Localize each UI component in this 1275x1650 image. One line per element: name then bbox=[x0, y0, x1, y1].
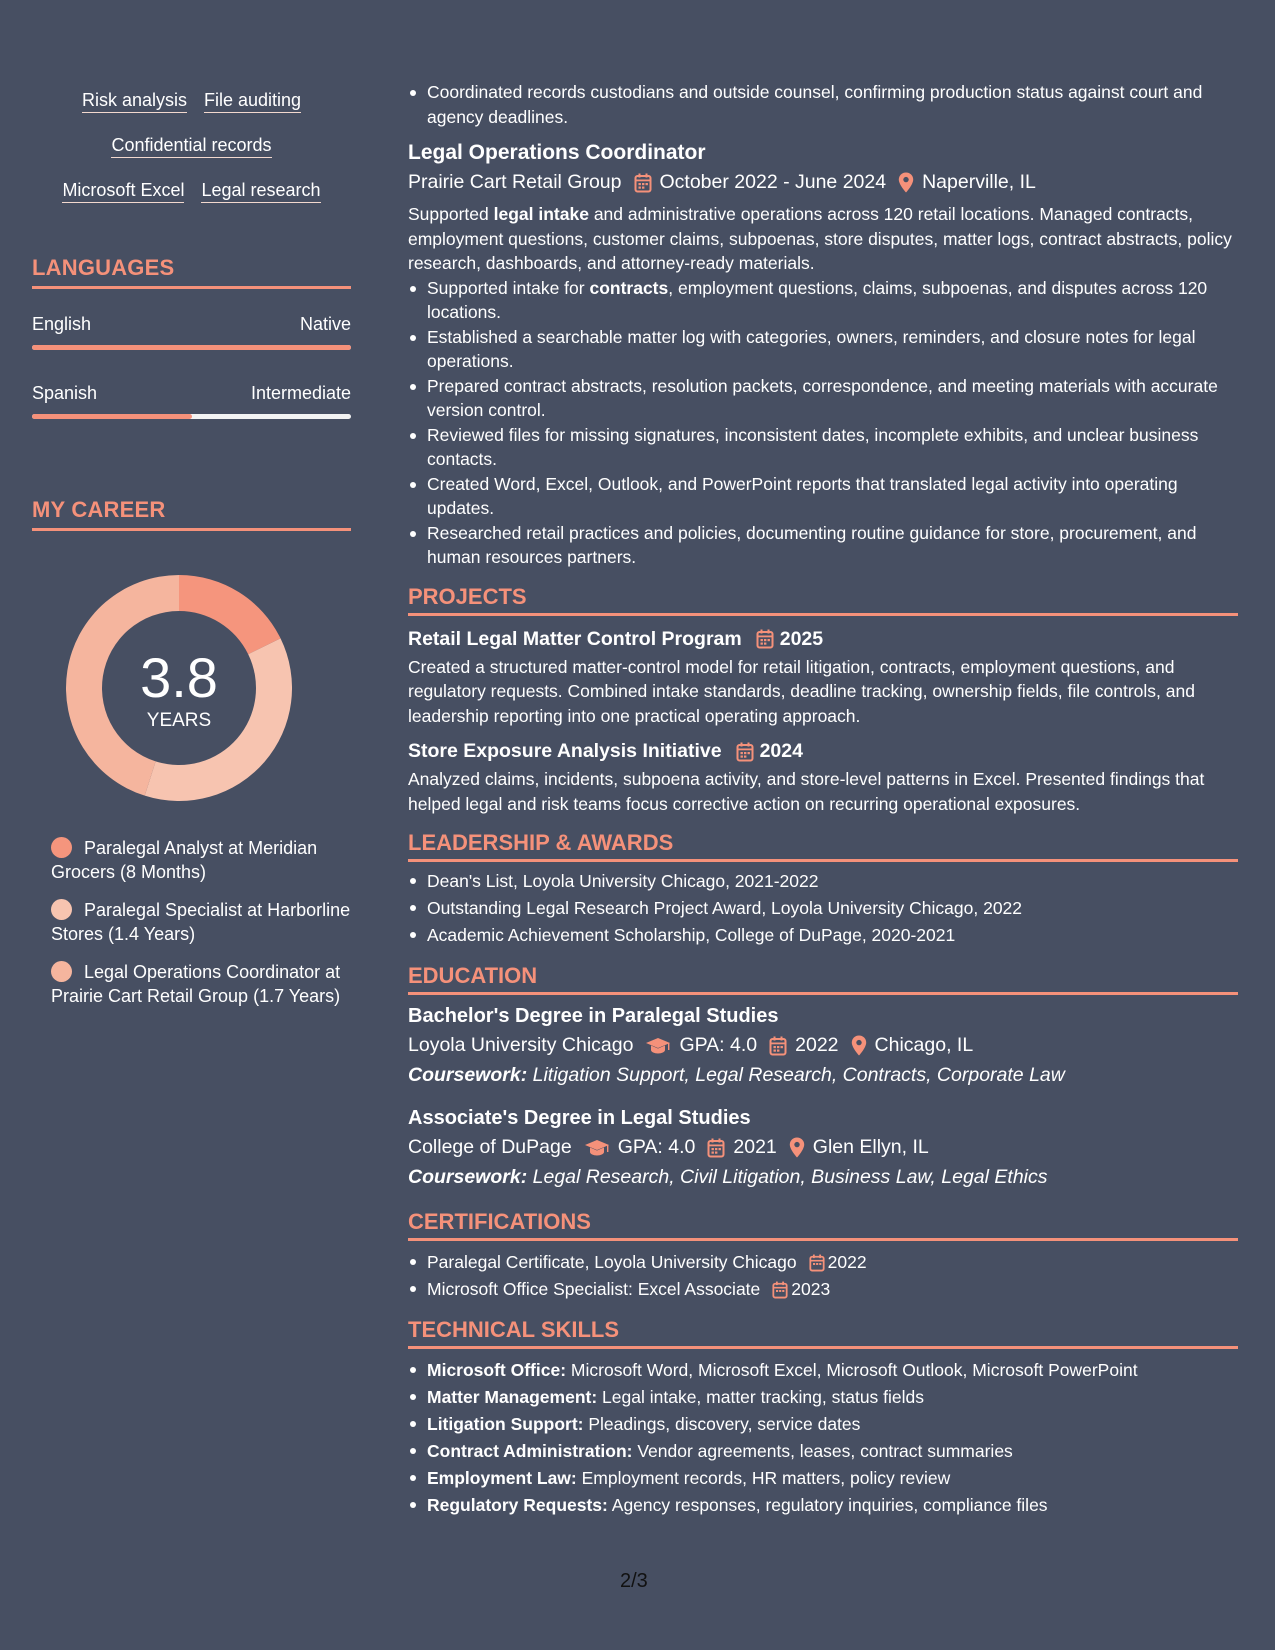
career-legend-item bbox=[51, 960, 351, 1008]
bullet-item bbox=[408, 276, 1238, 325]
coursework-list: Legal Research, Civil Litigation, Business Law, Legal Ethics bbox=[532, 1166, 1048, 1188]
language-name: Spanish bbox=[32, 383, 98, 403]
skill-label: Litigation Support: bbox=[427, 1414, 584, 1434]
education-meta bbox=[408, 1136, 1238, 1159]
bullet-item: Established a searchable matter log with categories, owners, reminders, and closure notes for legal operations. bbox=[408, 325, 1238, 374]
award-item: Outstanding Legal Research Project Award, Loyola University Chicago, 2022 bbox=[408, 895, 1238, 922]
job-summary bbox=[408, 202, 1238, 276]
job-location: Naperville, IL bbox=[922, 171, 1036, 193]
career-heading: MY CAREER bbox=[32, 497, 351, 531]
legend-dot bbox=[51, 961, 72, 982]
degree-title: Bachelor's Degree in Paralegal Studies bbox=[408, 1005, 779, 1027]
tag-row bbox=[32, 133, 351, 178]
coursework-label: Coursework: bbox=[408, 1166, 528, 1188]
career-legend-item bbox=[51, 836, 351, 884]
calendar-icon bbox=[707, 1138, 725, 1158]
project-year: 2024 bbox=[759, 740, 803, 762]
school-location: Glen Ellyn, IL bbox=[812, 1136, 929, 1158]
bullet-item: Coordinated records custodians and outside counsel, confirming production status against court and agency deadlines. bbox=[408, 80, 1238, 129]
certification-name: Microsoft Office Specialist: Excel Associate bbox=[427, 1279, 761, 1299]
calendar-icon bbox=[736, 742, 754, 762]
technical-skills-heading: TECHNICAL SKILLS bbox=[408, 1317, 1238, 1349]
job-title: Legal Operations Coordinator bbox=[408, 141, 706, 164]
career-legend-label: Paralegal Analyst at Meridian Grocers (8 Months) bbox=[51, 838, 318, 882]
language-bar-fill bbox=[32, 414, 192, 419]
skill-value: Pleadings, discovery, service dates bbox=[588, 1414, 861, 1434]
location-pin-icon bbox=[851, 1035, 867, 1056]
previous-job-bullets bbox=[408, 80, 1238, 129]
legend-dot bbox=[51, 837, 72, 858]
skill-item bbox=[408, 1465, 1238, 1492]
career-total-years: 3.8 bbox=[140, 646, 218, 709]
location-pin-icon bbox=[898, 172, 914, 193]
career-legend-item bbox=[51, 898, 351, 946]
gpa: GPA: 4.0 bbox=[617, 1136, 696, 1158]
coursework bbox=[408, 1064, 1238, 1087]
award-item: Academic Achievement Scholarship, College of DuPage, 2020-2021 bbox=[408, 922, 1238, 949]
job-dates: October 2022 - June 2024 bbox=[659, 171, 887, 193]
skill-item bbox=[408, 1492, 1238, 1519]
bullet-item: Reviewed files for missing signatures, inconsistent dates, incomplete exhibits, and unclear business contacts. bbox=[408, 423, 1238, 472]
skill-tag: Risk analysis bbox=[82, 88, 187, 113]
language-english bbox=[32, 314, 351, 350]
page-number: 2/3 bbox=[620, 1570, 648, 1592]
project-description: Analyzed claims, incidents, subpoena activity, and store-level patterns in Excel. Presented findings that helped legal and risk teams focus corrective action on recurring operational exposures. bbox=[408, 769, 1205, 814]
project-title bbox=[408, 740, 1238, 763]
location-pin-icon bbox=[789, 1137, 805, 1158]
skill-tag: Confidential records bbox=[111, 133, 271, 158]
graduation-cap-icon bbox=[645, 1037, 671, 1055]
graduation-year: 2022 bbox=[795, 1034, 839, 1056]
calendar-icon bbox=[634, 173, 652, 193]
education-meta bbox=[408, 1034, 1238, 1057]
language-level: Native bbox=[299, 314, 351, 334]
skill-label: Regulatory Requests: bbox=[427, 1495, 608, 1515]
skill-value: Legal intake, matter tracking, status fields bbox=[602, 1387, 925, 1407]
calendar-icon bbox=[772, 1281, 788, 1299]
technical-skills-list bbox=[408, 1357, 1238, 1519]
skill-tags bbox=[32, 88, 351, 223]
skill-item bbox=[408, 1384, 1238, 1411]
skill-item bbox=[408, 1438, 1238, 1465]
languages-heading: LANGUAGES bbox=[32, 255, 351, 289]
education-heading: EDUCATION bbox=[408, 963, 1238, 995]
certification-item bbox=[408, 1249, 1238, 1276]
bullet-item: Researched retail practices and policies, documenting routine guidance for store, procurement, and human resources partners. bbox=[408, 521, 1238, 570]
legend-dot bbox=[51, 899, 72, 920]
skill-value: Microsoft Word, Microsoft Excel, Microsoft Outlook, Microsoft PowerPoint bbox=[570, 1360, 1138, 1380]
language-spanish bbox=[32, 383, 351, 419]
summary-text: Supported bbox=[408, 204, 494, 224]
bullet-item: Prepared contract abstracts, resolution packets, correspondence, and meeting materials with accurate version control. bbox=[408, 374, 1238, 423]
coursework-list: Litigation Support, Legal Research, Contracts, Corporate Law bbox=[532, 1064, 1065, 1086]
project-name: Store Exposure Analysis Initiative bbox=[408, 740, 722, 762]
skill-value: Vendor agreements, leases, contract summaries bbox=[637, 1441, 1013, 1461]
degree-title: Associate's Degree in Legal Studies bbox=[408, 1107, 751, 1129]
skill-label: Contract Administration: bbox=[427, 1441, 633, 1461]
career-total-unit: YEARS bbox=[146, 710, 212, 731]
career-legend bbox=[51, 836, 351, 1022]
leadership-heading: LEADERSHIP & AWARDS bbox=[408, 830, 1238, 862]
certification-item bbox=[408, 1276, 1238, 1303]
graduation-year: 2021 bbox=[733, 1136, 777, 1158]
certifications-heading: CERTIFICATIONS bbox=[408, 1209, 1238, 1241]
project-description: Created a structured matter-control model for retail litigation, contracts, employment questions, and regulatory requests. Combined intake standards, deadline tracking, ownership fields, file controls, and leadership reporting into one practical operating approach. bbox=[408, 656, 1195, 726]
summary-text: and administrative operations across 120 retail locations. Managed contracts, employment questions, customer claims, subpoenas, store disputes, matter logs, contract abstracts, policy research, dashboards, and attorney-ready materials. bbox=[408, 204, 1232, 273]
language-name: English bbox=[32, 314, 92, 334]
skill-tag: Legal research bbox=[201, 178, 320, 203]
award-item: Dean's List, Loyola University Chicago, 2021-2022 bbox=[408, 868, 1238, 895]
certification-name: Paralegal Certificate, Loyola University Chicago bbox=[427, 1252, 797, 1272]
bullet-text: Supported intake for bbox=[427, 277, 590, 298]
school-location: Chicago, IL bbox=[874, 1034, 974, 1056]
skill-label: Microsoft Office: bbox=[427, 1360, 567, 1380]
graduation-cap-icon bbox=[584, 1139, 610, 1157]
summary-bold: legal intake bbox=[493, 204, 589, 224]
projects-heading: PROJECTS bbox=[408, 584, 1238, 616]
job-bullets bbox=[408, 276, 1238, 570]
school-name: College of DuPage bbox=[408, 1136, 572, 1158]
project-year: 2025 bbox=[779, 627, 824, 650]
bullet-item: Created Word, Excel, Outlook, and PowerPoint reports that translated legal activity into operating updates. bbox=[408, 472, 1238, 521]
coursework bbox=[408, 1166, 1238, 1189]
bullet-text: , employment questions, claims, subpoenas, and disputes across 120 locations. bbox=[427, 277, 1208, 322]
project-title bbox=[408, 628, 1238, 651]
project-name: Retail Legal Matter Control Program bbox=[408, 627, 742, 650]
certifications-list bbox=[408, 1249, 1238, 1303]
calendar-icon bbox=[769, 1036, 787, 1056]
language-bar-fill bbox=[32, 345, 351, 350]
gpa: GPA: 4.0 bbox=[679, 1034, 758, 1056]
school-name: Loyola University Chicago bbox=[408, 1034, 634, 1056]
job-company: Prairie Cart Retail Group bbox=[408, 171, 622, 193]
language-bar bbox=[32, 414, 351, 419]
skill-tag: File auditing bbox=[204, 88, 301, 113]
job-meta bbox=[408, 171, 1238, 194]
certification-year: 2023 bbox=[791, 1279, 831, 1299]
certification-year: 2022 bbox=[827, 1252, 867, 1272]
tag-row bbox=[32, 178, 351, 223]
career-legend-label: Paralegal Specialist at Harborline Stores (1.4 Years) bbox=[51, 900, 351, 944]
skill-value: Agency responses, regulatory inquiries, compliance files bbox=[611, 1495, 1048, 1515]
career-legend-label: Legal Operations Coordinator at Prairie Cart Retail Group (1.7 Years) bbox=[51, 962, 341, 1006]
right-column bbox=[408, 80, 1238, 1519]
skill-item bbox=[408, 1357, 1238, 1384]
skill-tag: Microsoft Excel bbox=[62, 178, 184, 203]
donut-segment bbox=[179, 575, 281, 654]
language-bar bbox=[32, 345, 351, 350]
skill-item bbox=[408, 1411, 1238, 1438]
calendar-icon bbox=[809, 1254, 825, 1272]
skill-label: Matter Management: bbox=[427, 1387, 598, 1407]
skill-value: Employment records, HR matters, policy review bbox=[581, 1468, 951, 1488]
bullet-bold: contracts bbox=[589, 277, 669, 298]
coursework-label: Coursework: bbox=[408, 1064, 528, 1086]
calendar-icon bbox=[756, 629, 774, 649]
language-level: Intermediate bbox=[250, 383, 351, 403]
tag-row bbox=[32, 88, 351, 133]
skill-label: Employment Law: bbox=[427, 1468, 577, 1488]
leadership-list bbox=[408, 868, 1238, 949]
